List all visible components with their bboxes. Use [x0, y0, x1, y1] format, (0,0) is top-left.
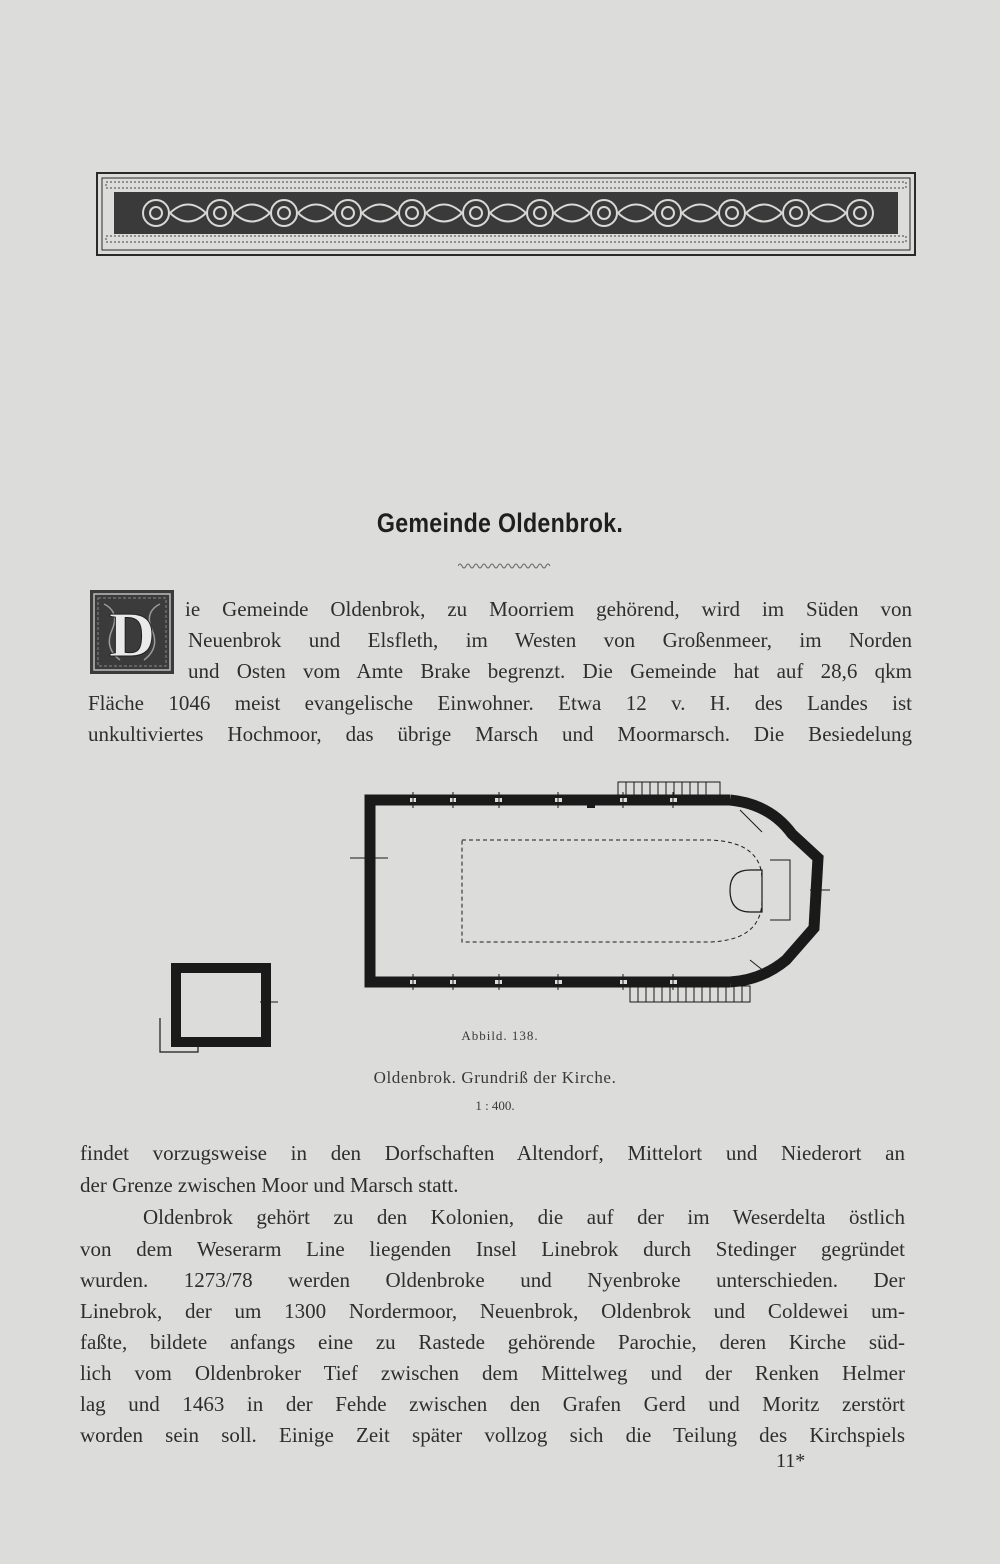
body-line-10: worden sein soll. Einige Zeit später vollzog sich die Teilung des Kirchspiels [80, 1423, 905, 1447]
body-line-6: Linebrok, der um 1300 Nordermoor, Neuenbrok, Oldenbrok und Coldewei um- [80, 1299, 905, 1323]
intro-line-1: ie Gemeinde Oldenbrok, zu Moorriem gehörend, wird im Süden von [185, 597, 912, 621]
intro-line-5: unkultiviertes Hochmoor, das übrige Marsch und Moormarsch. Die Besiedelung [88, 722, 912, 746]
figure-caption: Oldenbrok. Grundriß der Kirche. [373, 1068, 617, 1087]
page-number: 11* [776, 1450, 806, 1472]
figure-scale: 1 : 400. [475, 1098, 515, 1113]
body-line-4: von dem Weserarm Line liegenden Insel Linebrok durch Stedinger gegründet [80, 1237, 905, 1261]
apse-walls [730, 800, 818, 982]
intro-line-3: und Osten vom Amte Brake begrenzt. Die Gemeinde hat auf 28,6 qkm [188, 659, 912, 683]
body-line-8: lich vom Oldenbroker Tief zwischen dem Mittelweg und der Renken Helmer [80, 1361, 905, 1385]
body-line-5: wurden. 1273/78 werden Oldenbroke und Nyenbroke unterschieden. Der [80, 1268, 905, 1292]
figure-label: Abbild. 138. [461, 1028, 539, 1043]
body-line-3: Oldenbrok gehört zu den Kolonien, die auf der im Weserdelta östlich [143, 1205, 905, 1229]
body-line-1: findet vorzugsweise in den Dorfschaften Altendorf, Mittelort und Niederort an [80, 1141, 905, 1165]
title-divider-squiggle [458, 562, 552, 570]
page-title: Gemeinde Oldenbrok. [376, 508, 624, 538]
drop-capital [90, 590, 174, 674]
nave-walls [370, 800, 730, 982]
ornamental-header-band [96, 172, 916, 256]
body-line-7: faßte, bildete anfangs eine zu Rastede gehörende Parochie, deren Kirche süd- [80, 1330, 905, 1354]
body-line-9: lag und 1463 in der Fehde zwischen den Grafen Gerd und Moritz zerstört [80, 1392, 905, 1416]
body-line-2: der Grenze zwischen Moor und Marsch statt. [80, 1173, 459, 1197]
church-floor-plan [150, 770, 850, 1070]
intro-line-4: Fläche 1046 meist evangelische Einwohner. Etwa 12 v. H. des Landes ist [88, 691, 912, 715]
drop-capital-letter: D [108, 599, 156, 670]
intro-line-2: Neuenbrok und Elsfleth, im Westen von Großenmeer, im Norden [188, 628, 912, 652]
